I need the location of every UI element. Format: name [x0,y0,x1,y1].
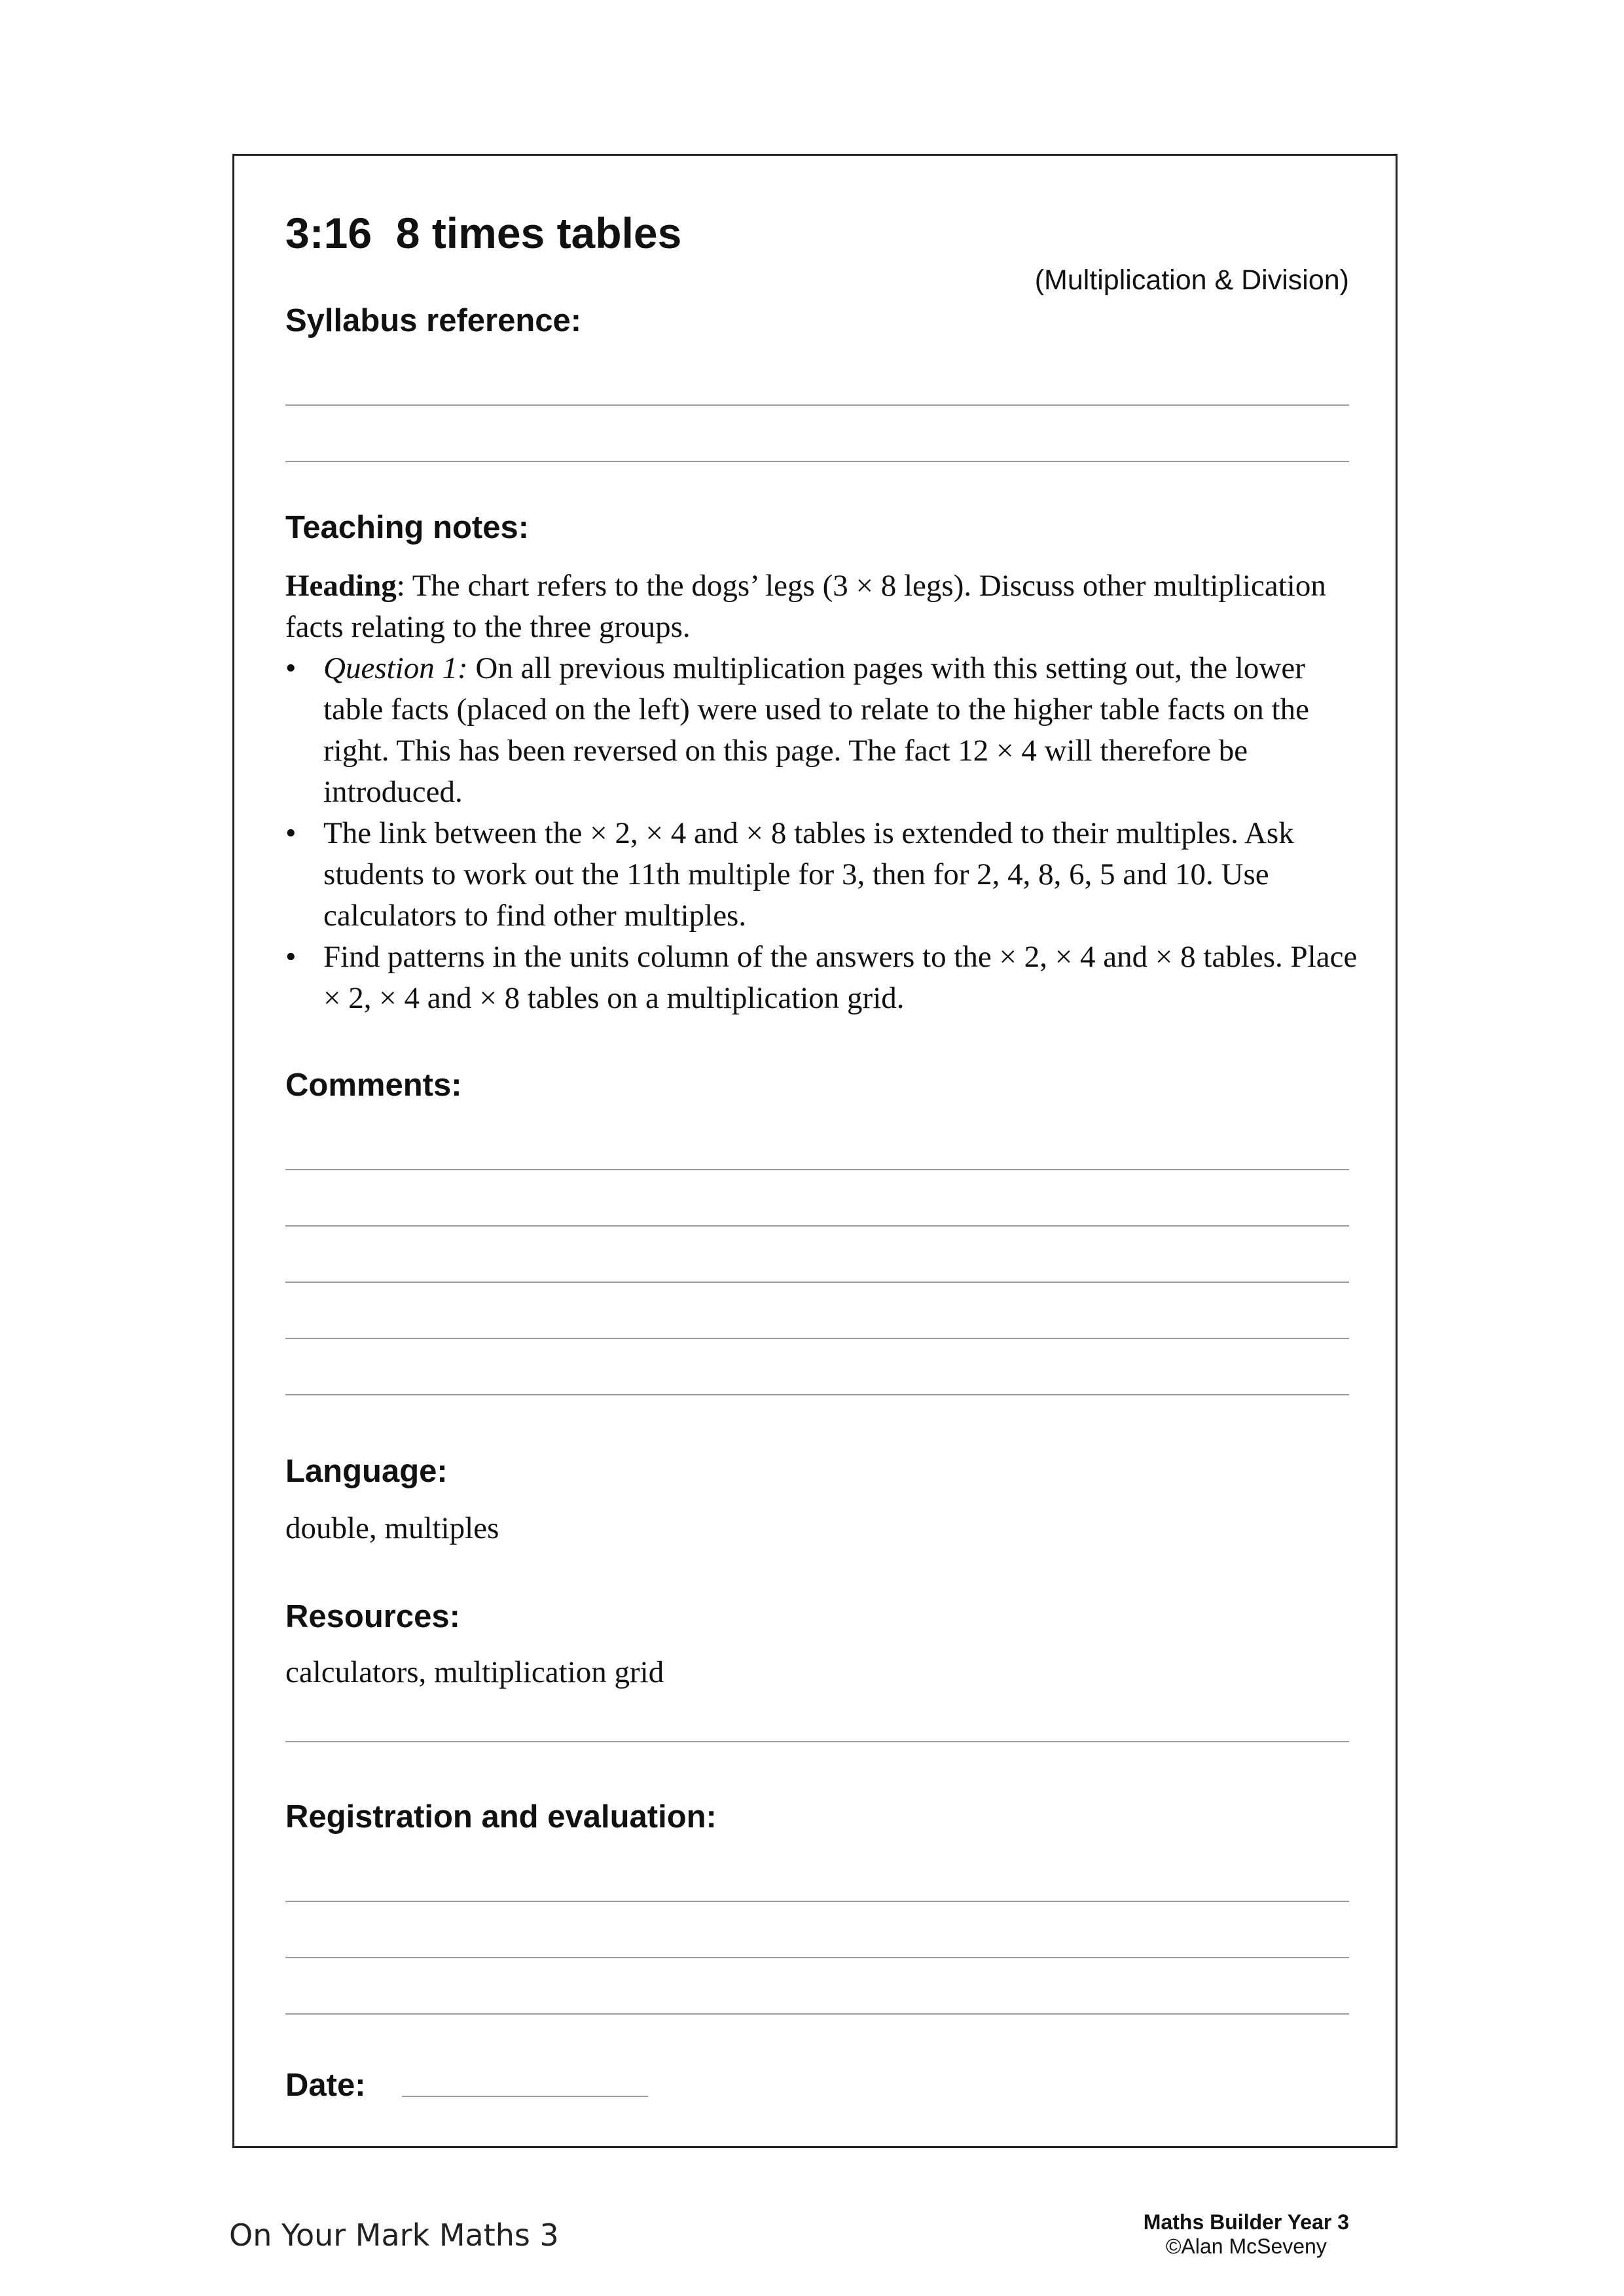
bullet-text: The link between the × 2, × 4 and × 8 tables is extended to their multiples. Ask students to work out the 11th multiple for 3, then for 2, 4, 8, 6, 5 and 10. Use calculators to find other multiples. [323,816,1294,933]
language-heading: Language: [285,1454,448,1489]
teaching-intro [285,565,1359,648]
registration-line [285,1957,1349,1958]
subject-label: (Multiplication & Division) [1034,264,1349,296]
bullet-text: On all previous multiplication pages with this setting out, the lower table facts (placed on the left) were used to relate to the higher table facts on the right. This has been reversed on this page. The fact 12 × 4 will therefore be introduced. [323,651,1309,809]
comments-line [285,1394,1349,1395]
comments-line [285,1282,1349,1283]
date-label: Date: [285,2068,366,2103]
language-text: double, multiples [285,1511,499,1545]
syllabus-heading: Syllabus reference: [285,303,582,338]
comments-line [285,1338,1349,1339]
registration-line [285,1901,1349,1902]
footer-copyright: ©Alan McSeveny [1165,2234,1327,2258]
teaching-bullet-list [285,648,1359,1019]
footer-series-title: Maths Builder Year 3 [1143,2210,1349,2234]
syllabus-line [285,404,1349,406]
resources-heading: Resources: [285,1599,460,1634]
footer-book-title: On Your Mark Maths 3 [229,2217,559,2253]
teaching-notes-heading: Teaching notes: [285,510,530,545]
bullet-item [285,813,1359,937]
bullet-lead: Question 1: [323,651,468,685]
registration-heading: Registration and evaluation: [285,1799,717,1835]
date-line [402,2096,648,2097]
page-frame [232,154,1398,2148]
bullet-item [285,648,1359,813]
resources-text: calculators, multiplication grid [285,1655,664,1689]
intro-text: : The chart refers to the dogs’ legs (3 × 8 legs). Discuss other multiplication facts relating to the three groups. [285,569,1326,644]
comments-line [285,1225,1349,1227]
intro-label: Heading [285,569,397,603]
footer-credits [1144,2210,1349,2259]
bullet-dot: • [285,816,297,850]
comments-line [285,1169,1349,1170]
resources-line [285,1741,1349,1742]
registration-line [285,2013,1349,2015]
comments-heading: Comments: [285,1067,462,1103]
bullet-dot: • [285,940,297,974]
bullet-dot: • [285,651,297,685]
bullet-text: Find patterns in the units column of the answers to the × 2, × 4 and × 8 tables. Place × 2, × 4 and × 8 tables on a multiplication grid. [323,940,1358,1015]
teaching-notes-body [285,565,1359,1019]
page-title: 3:16 8 times tables [285,209,682,257]
bullet-item [285,937,1359,1019]
syllabus-line [285,461,1349,462]
